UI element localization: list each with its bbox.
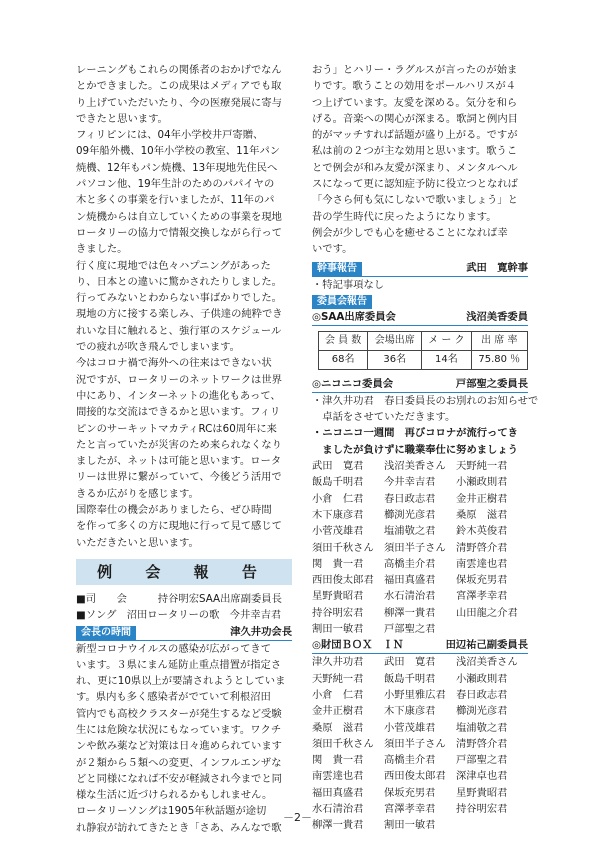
member-name: 西田俊太郎君 bbox=[312, 574, 374, 587]
name-row bbox=[312, 540, 528, 556]
text-line: パソコン他、19年生計のためのパパイヤの bbox=[76, 178, 275, 191]
paragraph bbox=[312, 62, 528, 225]
member-name: 天野純一君 bbox=[312, 672, 364, 685]
member-name: 宮澤孝幸君 bbox=[456, 590, 508, 603]
text-line: ンや飲み薬など対策は日々進められています bbox=[76, 740, 282, 753]
foundation-box-names-list bbox=[312, 654, 528, 833]
member-name: 福田真盛君 bbox=[384, 574, 436, 587]
member-name: 割田一敏君 bbox=[312, 623, 364, 636]
table-cell: 36名 bbox=[368, 350, 422, 369]
text-line: どと同様になれば不安が軽減され今までと同 bbox=[76, 772, 282, 785]
member-name: 深津卓也君 bbox=[456, 770, 508, 783]
text-line: 中にあり、インターネットの進化もあって、 bbox=[76, 389, 281, 402]
text-line: ロータリーソングは1905年秋話題が途切 bbox=[76, 805, 267, 818]
member-name: 春日政志君 bbox=[384, 492, 436, 505]
secretary-item: ・特記事項なし bbox=[312, 278, 385, 291]
name-row bbox=[312, 654, 528, 670]
saa-name: 浅沼美香委員 bbox=[466, 310, 528, 323]
text-line: とかできました。この成果はメディアでも取 bbox=[76, 80, 282, 93]
member-name: 高橋圭介君 bbox=[384, 754, 436, 767]
member-name: 武田 寛君 bbox=[384, 656, 436, 669]
member-name: 持谷明宏君 bbox=[456, 802, 508, 815]
paragraph bbox=[76, 62, 292, 127]
text-line: 例会が少しでも心を癒せることになれば幸 bbox=[312, 226, 508, 239]
text-line: 現地の方に接する楽しみ、子供達の純粋でき bbox=[76, 308, 283, 321]
text-line: を作って多くの方に現地に行って見て感じて bbox=[76, 520, 282, 533]
name-row bbox=[312, 703, 528, 719]
member-name: 水石清治君 bbox=[384, 590, 436, 603]
table-header-cell: 出 席 率 bbox=[471, 331, 527, 350]
text-line: できたと思います。 bbox=[76, 112, 168, 125]
paragraph bbox=[76, 127, 292, 257]
committee-report-tag: 委員会報告 bbox=[312, 295, 372, 309]
member-name: 関 貴一君 bbox=[312, 557, 364, 570]
member-name: 須田千秋さん bbox=[312, 737, 374, 750]
text-line: げる。音楽への関心が深まる。歌詞と例内目 bbox=[312, 112, 518, 125]
foundation-box-header bbox=[312, 637, 528, 654]
text-line: 様な生活に近づけられるかもしれません。 bbox=[76, 789, 273, 802]
text-line: きました。 bbox=[76, 243, 128, 256]
text-line: 生には危険な状況にもなっています。ワクチ bbox=[76, 723, 282, 736]
member-name: 須田半子さん bbox=[384, 737, 446, 750]
text-line: 09年船外機、10年小学校の教室、11年パン bbox=[76, 145, 281, 158]
member-name: 高橋圭介君 bbox=[384, 557, 436, 570]
member-name: 福田真盛君 bbox=[312, 786, 364, 799]
table-cell: 68名 bbox=[319, 350, 368, 369]
text-line: 行く度に現地では色々ハプニングがあった bbox=[76, 259, 271, 272]
name-row bbox=[312, 671, 528, 687]
member-name: 小倉 仁君 bbox=[312, 688, 364, 701]
name-row bbox=[312, 605, 528, 621]
text-line: での疲れが吹き飛んでしまいます。 bbox=[76, 341, 240, 354]
saa-title: ◎SAA出席委員会 bbox=[312, 310, 396, 323]
name-row bbox=[312, 687, 528, 703]
member-name: 塩浦敬之君 bbox=[456, 721, 508, 734]
name-row bbox=[312, 474, 528, 490]
member-name: 金井正樹君 bbox=[312, 705, 364, 718]
member-name: 金井正樹君 bbox=[456, 492, 508, 505]
member-name: 須田半子さん bbox=[384, 541, 446, 554]
member-name: 戸部聖之君 bbox=[384, 623, 436, 636]
member-name: 宮澤孝幸君 bbox=[384, 802, 436, 815]
paragraph bbox=[312, 225, 528, 258]
member-name bbox=[456, 621, 528, 637]
member-name: 天野純一君 bbox=[456, 460, 508, 473]
paragraph bbox=[76, 641, 292, 804]
right-column bbox=[312, 62, 539, 834]
member-name: 桑原 滋君 bbox=[456, 508, 508, 521]
text-line: 的がマッチすれば話題が盛り上がる。ですが bbox=[312, 129, 518, 142]
text-line: 新型コロナウイルスの感染が広がってきて bbox=[76, 642, 272, 655]
member-name: 浅沼美香さん bbox=[456, 656, 518, 669]
name-row bbox=[312, 720, 528, 736]
text-line: が２類から５類への変更、インフルエンザな bbox=[76, 756, 282, 769]
member-name: 星野貴昭君 bbox=[312, 590, 364, 603]
text-line: 況ですが、ロータリーのネットワークは世界 bbox=[76, 373, 282, 386]
name-row bbox=[312, 785, 528, 801]
member-name: 塩浦敬之君 bbox=[384, 525, 436, 538]
text-line: ・津久井功君 春日委員長のお別れのお知らせで bbox=[312, 394, 539, 407]
member-name: 戸部聖之君 bbox=[456, 754, 508, 767]
name-row bbox=[312, 507, 528, 523]
member-name: 水石清治君 bbox=[312, 802, 364, 815]
member-name: 柳澤一貴君 bbox=[384, 606, 436, 619]
table-header-row bbox=[319, 331, 528, 350]
table-header-cell: メ ー ク bbox=[422, 331, 471, 350]
text-line: リーは世界に繋がっていて、今後どう活用で bbox=[76, 471, 282, 484]
niko-name: 戸部聖之委員長 bbox=[455, 377, 528, 390]
member-name: 武田 寛君 bbox=[312, 460, 364, 473]
text-line: います。３県にまん延防止重点措置が指定さ bbox=[76, 658, 282, 671]
name-row bbox=[312, 458, 528, 474]
text-line: 木と多くの事業を行いましたが、11年のパ bbox=[76, 194, 275, 207]
member-name: 山田龍之介君 bbox=[456, 606, 518, 619]
member-name: 木下康彦君 bbox=[384, 705, 436, 718]
table-header-cell: 会 員 数 bbox=[319, 331, 368, 350]
text-line: 間接的な交流はできるかと思います。フィリ bbox=[76, 406, 281, 419]
member-name: 小菅茂雄君 bbox=[384, 721, 436, 734]
text-line: 「今さら何も気にしないで歌いましょう」と bbox=[312, 194, 518, 207]
saa-header bbox=[312, 309, 528, 326]
text-line: ましたが負けずに職業奉仕に努めましょう bbox=[312, 443, 518, 456]
text-line: おう」とハリー・ラグルスが言ったのが始ま bbox=[312, 64, 518, 76]
member-name: 今井幸吉君 bbox=[384, 476, 436, 489]
member-name: 櫛渕光彦君 bbox=[384, 508, 436, 521]
text-line: とで例会が和み友愛が深まり、メンタルヘル bbox=[312, 161, 518, 174]
member-name: 西田俊太郎君 bbox=[384, 770, 446, 783]
niko-title: ◎ニコニコ委員会 bbox=[312, 377, 394, 390]
text-line: 管内でも高校クラスターが発生するなど受験 bbox=[76, 707, 282, 720]
text-line: つ上げています。友愛を深める。気分を和ら bbox=[312, 96, 518, 109]
chair-line: ■司 会 持谷明宏SAA出席副委員長 bbox=[76, 592, 282, 605]
member-name: 清野啓介君 bbox=[456, 541, 508, 554]
text-line: ロータリーの協力で情報交換しながら行って bbox=[76, 226, 282, 239]
name-row bbox=[312, 572, 528, 588]
member-name: 小野里雅広君 bbox=[384, 688, 446, 701]
text-line: 焼機、12年もパン焼機、13年現地先住民へ bbox=[76, 161, 278, 174]
text-line: いです。 bbox=[312, 243, 353, 256]
member-name: 春日政志君 bbox=[456, 688, 508, 701]
left-column bbox=[76, 62, 292, 836]
member-name: 櫛渕光彦君 bbox=[456, 705, 508, 718]
niko-note bbox=[312, 393, 539, 426]
member-name: 割田一敏君 bbox=[384, 819, 436, 832]
text-line: れ静寂が訪れてきたとき「さあ、みんなで歌 bbox=[76, 821, 282, 834]
member-name: 飯島千明君 bbox=[312, 476, 364, 489]
foundation-box-title: ◎財団ＢＯＸ ＩＮ bbox=[312, 639, 404, 652]
text-line: たと言っていたが災害のため来られなくなり bbox=[76, 438, 282, 451]
table-cell: 75.80 ％ bbox=[471, 350, 527, 369]
foundation-box-name: 田辺祐己副委員長 bbox=[445, 639, 528, 652]
table-header-cell: 会場出席 bbox=[368, 331, 422, 350]
member-name: 小菅茂雄君 bbox=[312, 525, 364, 538]
name-row bbox=[312, 621, 528, 637]
member-name: 星野貴昭君 bbox=[456, 786, 508, 799]
page-number: －2－ bbox=[283, 811, 312, 824]
member-name: 関 貴一君 bbox=[312, 754, 364, 767]
name-row bbox=[312, 491, 528, 507]
text-line: りです。歌うことの効用をポールハリスが４ bbox=[312, 80, 516, 93]
member-name: 桑原 滋君 bbox=[312, 721, 364, 734]
song-line: ■ソング 沼田ロータリーの歌 今井幸吉君 bbox=[76, 609, 282, 622]
text-line: す。県内も多く感染者がでていて利根沼田 bbox=[76, 691, 271, 704]
secretary-name: 武田 寛幹事 bbox=[466, 261, 528, 274]
secretary-report-tag: 幹事報告 bbox=[312, 262, 362, 276]
member-name: 清野啓介君 bbox=[456, 737, 508, 750]
member-name: 持谷明宏君 bbox=[312, 606, 364, 619]
text-line: 今はコロナ禍で海外への往来はできない状 bbox=[76, 357, 272, 370]
table-row bbox=[319, 350, 528, 369]
name-row bbox=[312, 736, 528, 752]
member-name: 小倉 仁君 bbox=[312, 492, 364, 505]
text-line: 昔の学生時代に戻ったようになります。 bbox=[312, 210, 497, 223]
member-name: 小瀬政則君 bbox=[456, 672, 508, 685]
name-row bbox=[312, 588, 528, 604]
table-cell: 14名 bbox=[422, 350, 471, 369]
name-row bbox=[312, 752, 528, 768]
member-name: 浅沼美香さん bbox=[384, 460, 446, 473]
text-line: レーニングもこれらの関係者のおかげでなん bbox=[76, 64, 282, 76]
meeting-report-banner: 例 会 報 告 bbox=[76, 559, 292, 585]
member-name: 鈴木英俊君 bbox=[456, 525, 508, 538]
text-line: れいな目に触れると、強行軍のスケジュール bbox=[76, 324, 282, 337]
text-line: ・ニコニコ一週間 再びコロナが流行ってき bbox=[312, 427, 518, 440]
member-name: 小瀬政則君 bbox=[456, 476, 508, 489]
text-line: り、日本との違いに驚かされたりしました。 bbox=[76, 275, 282, 288]
text-line: 国際奉仕の機会がありましたら、ぜひ時間 bbox=[76, 504, 272, 517]
name-row bbox=[312, 523, 528, 539]
niko-week bbox=[312, 425, 528, 458]
text-line: 卓話をさせていただきます。 bbox=[312, 411, 456, 424]
name-row bbox=[312, 768, 528, 784]
member-name: 木下康彦君 bbox=[312, 508, 364, 521]
text-line: フィリピンには、04年小学校井戸寄贈、 bbox=[76, 129, 264, 142]
text-line: ピンのサーキットマカティRCは60周年に来 bbox=[76, 422, 277, 435]
member-name: 保坂充男君 bbox=[384, 786, 436, 799]
text-line: スになって更に認知症予防に役立つとなれば bbox=[312, 178, 518, 191]
text-line: 私は前の２つが主な効用と思います。歌うこ bbox=[312, 145, 518, 158]
member-name: 保坂充男君 bbox=[456, 574, 508, 587]
paragraph bbox=[76, 502, 292, 551]
text-line: 行ってみないとわからない事ばかりでした。 bbox=[76, 292, 282, 305]
president-time-header bbox=[76, 624, 292, 641]
text-line: れ、更に10県以上が要請されようとしていま bbox=[76, 675, 286, 688]
name-row bbox=[312, 556, 528, 572]
paragraph bbox=[76, 258, 292, 356]
paragraph bbox=[76, 355, 292, 502]
member-name: 南雲達也君 bbox=[456, 557, 508, 570]
niko-header bbox=[312, 376, 528, 393]
text-line: ン焼機からは自立していくための事業を現地 bbox=[76, 210, 282, 223]
attendance-table bbox=[318, 331, 528, 370]
member-name: 南雲達也君 bbox=[312, 770, 364, 783]
secretary-report-header bbox=[312, 260, 528, 277]
member-name: 柳澤一貴君 bbox=[312, 819, 364, 832]
text-line: り上げていただいたり、今の医療発展に寄与 bbox=[76, 96, 282, 109]
niko-names-list bbox=[312, 458, 528, 637]
text-line: きるか広がりを感じます。 bbox=[76, 487, 199, 500]
member-name: 津久井功君 bbox=[312, 656, 364, 669]
member-name: 須田千秋さん bbox=[312, 541, 374, 554]
text-line: ましたが、ネットは可能と思います。ロータ bbox=[76, 455, 282, 468]
member-name: 飯島千明君 bbox=[384, 672, 436, 685]
text-line: いただきたいと思います。 bbox=[76, 536, 199, 549]
committee-report-header bbox=[312, 293, 528, 309]
president-time-tag: 会長の時間 bbox=[76, 626, 136, 640]
president-name: 津久井功会長 bbox=[230, 625, 292, 638]
